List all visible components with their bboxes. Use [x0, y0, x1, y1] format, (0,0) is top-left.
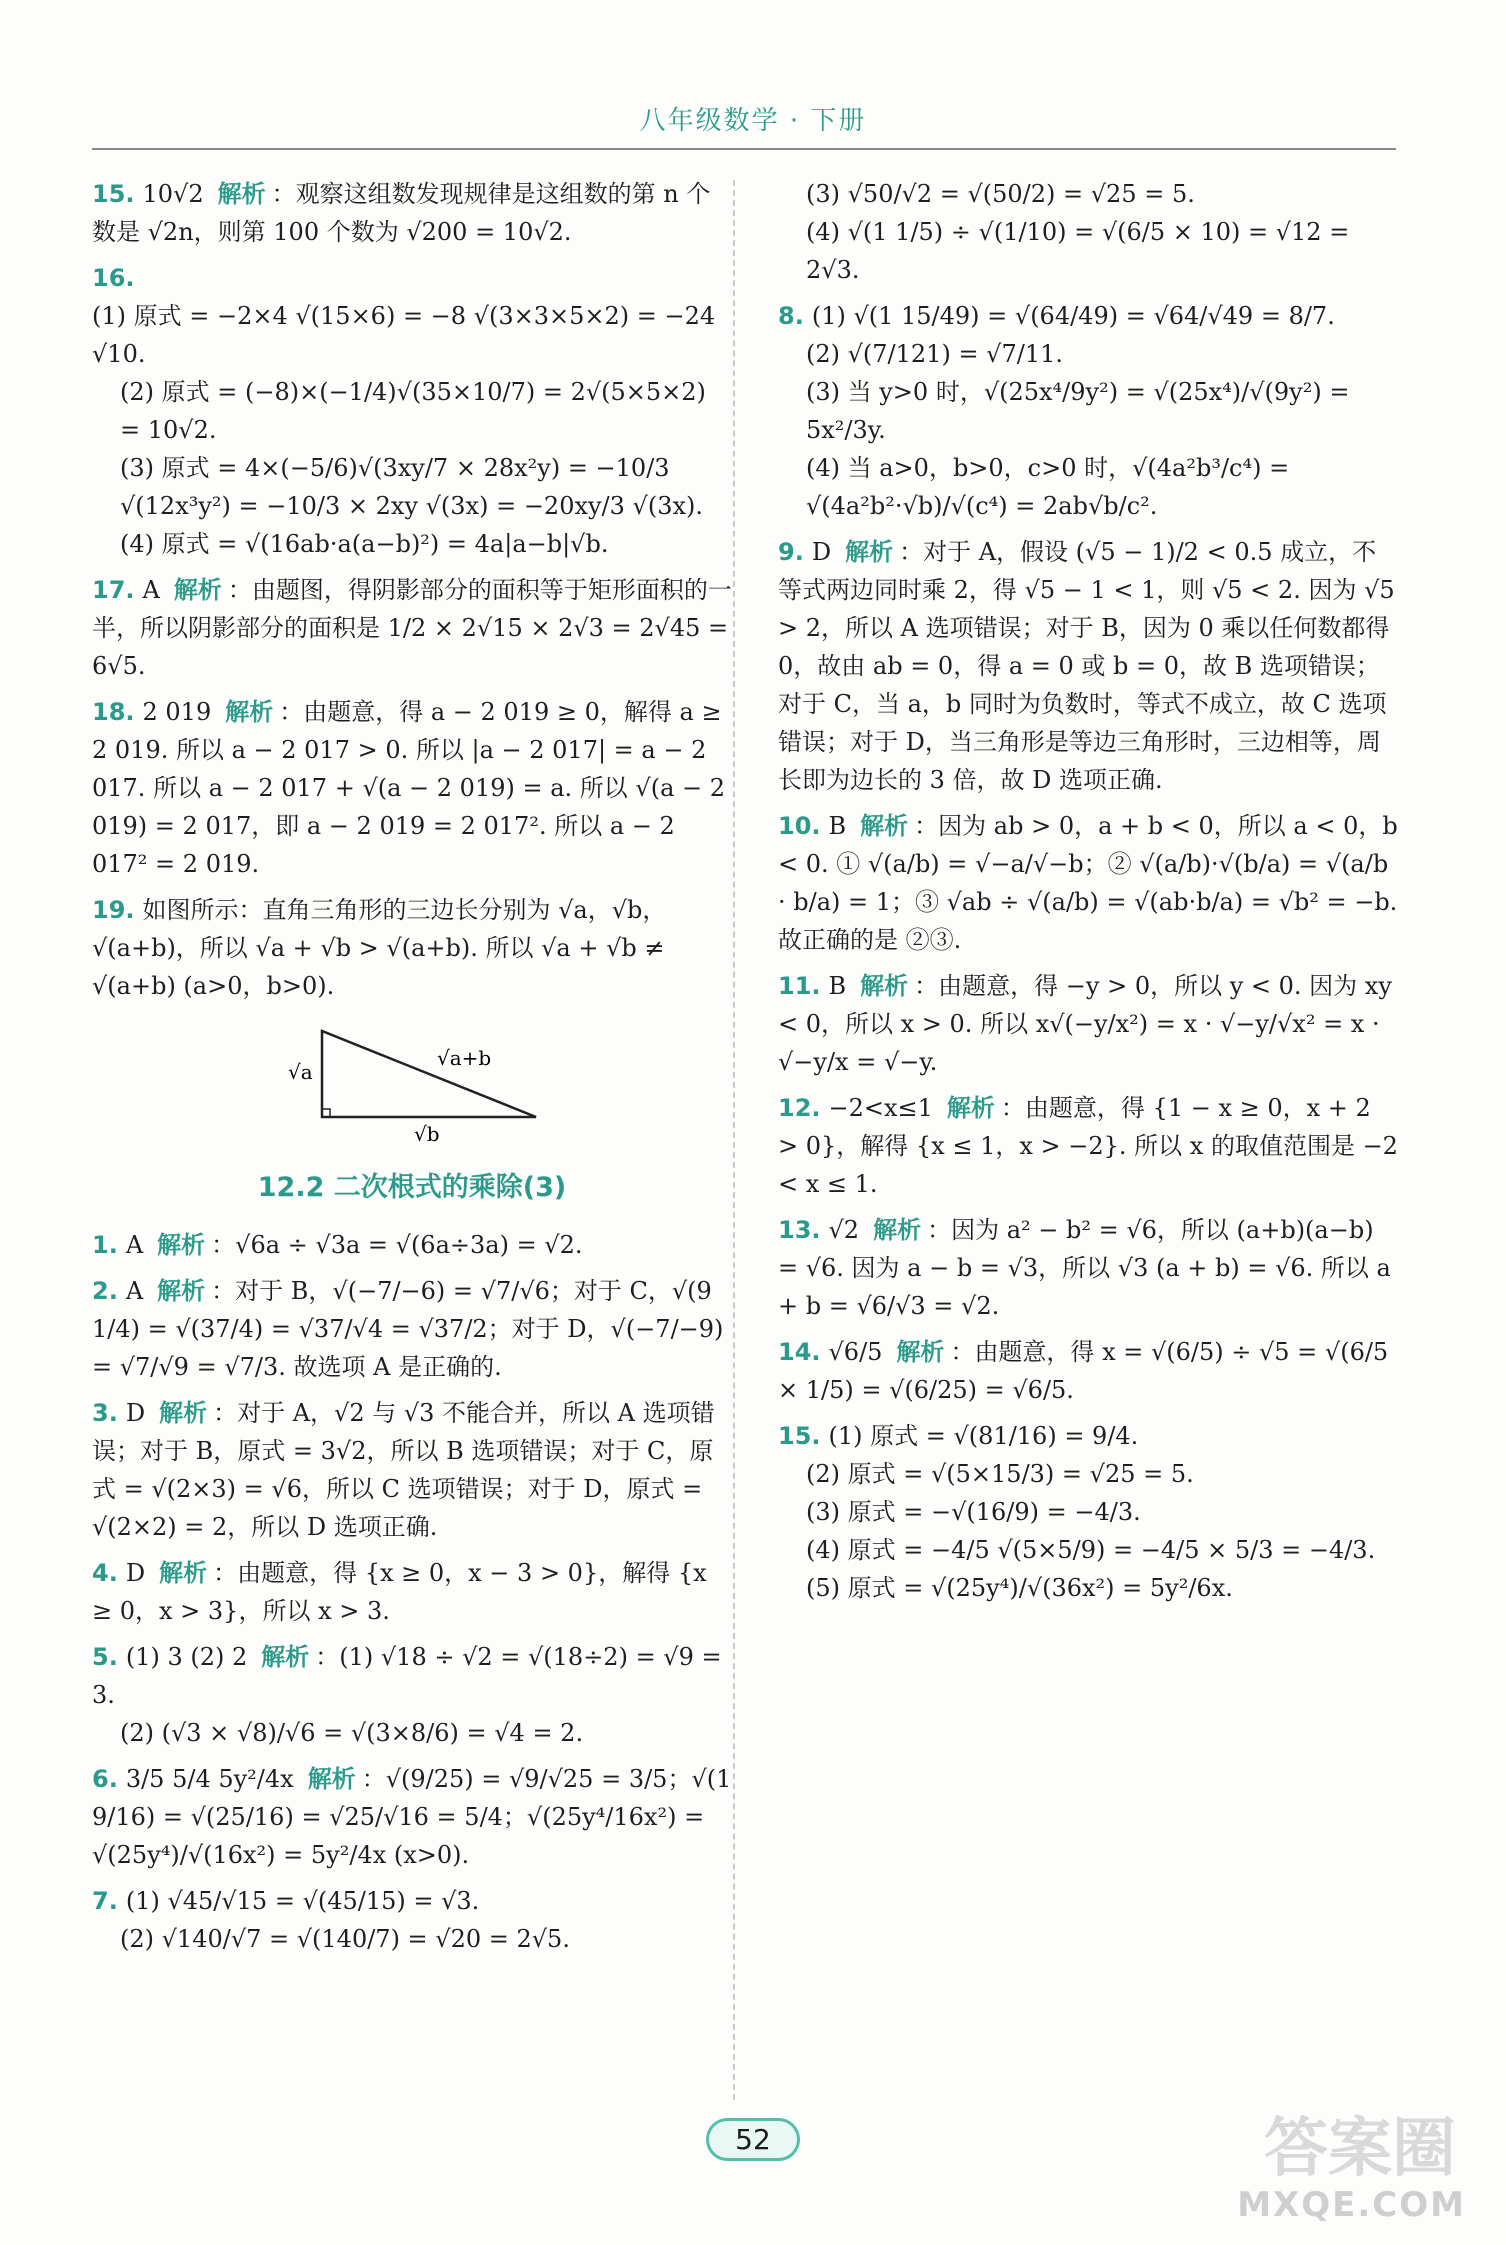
item-answer: D — [125, 1559, 146, 1587]
item-number: 9. — [778, 538, 804, 566]
item-line: (1) √45/√15 = √(45/15) = √3. — [125, 1887, 480, 1915]
item-number: 3. — [92, 1399, 118, 1427]
item-text: 因为 a² − b² = √6，所以 (a+b)(a−b) = √6. 因为 a − b = √3，所以 √3 (a + b) = √6. 所以 a + b = √6/√3 = √2. — [778, 1216, 1391, 1320]
watermark-logo: 答案圈 — [1264, 2112, 1456, 2186]
item-answer: 10√2 — [142, 180, 204, 208]
answer-item-10: 10. B 解析 ：因为 ab > 0，a + b < 0，所以 a < 0，b < 0. ① √(a/b) = √−a/√−b；② √(a/b)·√(b/a) = √(a/b · b/a) = 1；③ √ab ÷ √(a/b) = √(ab·b/a) = √b² = −b. 故正确的是 ②③. — [778, 812, 1398, 954]
analysis-label: 解析 — [896, 1338, 945, 1366]
item-answer: 3/5 5/4 5y²/4x — [125, 1765, 294, 1793]
item-answer: D — [811, 538, 832, 566]
right-triangle-figure — [92, 1013, 732, 1143]
item-line: (2) √140/√7 = √(140/7) = √20 = 2√5. — [120, 1925, 570, 1953]
item-number: 2. — [92, 1277, 118, 1305]
item-number: 6. — [92, 1765, 118, 1793]
answer-item-3: 3. D 解析 ：对于 A，√2 与 √3 不能合并，所以 A 选项错误；对于 B，原式 = 3√2，所以 B 选项错误；对于 C，原式 = √(2×3) = √6，所以 C 选项错误；对于 D，原式 = √(2×2) = 2，所以 D 选项正确. — [92, 1399, 715, 1541]
item-number: 1. — [92, 1231, 118, 1259]
item-number: 16. — [92, 264, 135, 292]
answer-item-6: 6. 3/5 5/4 5y²/4x 解析 ：√(9/25) = √9/√25 = 3/5；√(1 9/16) = √(25/16) = √25/√16 = 5/4；√(25y⁴/16x²) = √(25y⁴)/√(16x²) = 5y²/4x (x>0). — [92, 1765, 732, 1869]
answer-item-18: 18. 2 019 解析 ：由题意，得 a − 2 019 ≥ 0，解得 a ≥ 2 019. 所以 a − 2 017 > 0. 所以 |a − 2 017| = a − 2 017. 所以 a − 2 017 + √(a − 2 019) = a. 所以 √(a − 2 019) = 2 017，即 a − 2 019 = 2 017². 所以 a − 2 017² = 2 019. — [92, 698, 726, 878]
triangle-diagram — [92, 1013, 732, 1143]
item-line: (3) 当 y>0 时，√(25x⁴/9y²) = √(25x⁴)/√(9y²) = 5x²/3y. — [806, 378, 1350, 444]
item-line: (4) 当 a>0，b>0，c>0 时，√(4a²b³/c⁴) = √(4a²b²·√b)/√(c⁴) = 2ab√b/c². — [806, 454, 1290, 520]
answer-item-12: 12. −2<x≤1 解析 ：由题意，得 {1 − x ≥ 0，x + 2 > 0}，解得 {x ≤ 1，x > −2}. 所以 x 的取值范围是 −2 < x ≤ 1. — [778, 1094, 1398, 1198]
item-text: 由题意，得 −y > 0，所以 y < 0. 因为 xy < 0，所以 x > 0. 所以 x√(−y/x²) = x · √−y/√x² = x · √−y/x = √−y. — [778, 972, 1392, 1076]
answer-item-1: 1. A 解析 ：√6a ÷ √3a = √(6a÷3a) = √2. — [92, 1231, 583, 1259]
analysis-label: 解析 — [159, 1399, 208, 1427]
answer-item-4: 4. D 解析 ：由题意，得 {x ≥ 0，x − 3 > 0}，解得 {x ≥ 0，x > 3}，所以 x > 3. — [92, 1559, 707, 1625]
right-column — [778, 175, 1398, 1615]
item-number: 7. — [92, 1887, 118, 1915]
analysis-label: 解析 — [946, 1094, 995, 1122]
item-number: 11. — [778, 972, 821, 1000]
item-answer: B — [828, 812, 847, 840]
analysis-label: 解析 — [157, 1277, 206, 1305]
item-number: 13. — [778, 1216, 821, 1244]
answer-item-11: 11. B 解析 ：由题意，得 −y > 0，所以 y < 0. 因为 xy < 0，所以 x > 0. 所以 x√(−y/x²) = x · √−y/√x² = x · √−y/x = √−y. — [778, 972, 1392, 1076]
item-line: (3) 原式 = −√(16/9) = −4/3. — [806, 1498, 1141, 1526]
answer-item-7 — [92, 1882, 732, 1958]
item-number: 19. — [92, 896, 135, 924]
item-number: 8. — [778, 302, 804, 330]
item-answer: A — [125, 1231, 144, 1259]
item-answer: B — [828, 972, 847, 1000]
answer-item-15b — [778, 1417, 1398, 1607]
item-answer: A — [142, 576, 160, 604]
item-text: 对于 A，假设 (√5 − 1)/2 < 0.5 成立，不等式两边同时乘 2，得 √5 − 1 < 1，则 √5 < 2. 因为 √5 > 2，所以 A 选项错误；对于 B，因为 0 乘以任何数都得 0，故由 ab = 0，得 a = 0 或 b = 0，故 B 选项错误；对于 C，当 a，b 同时为负数时，等式不成立，故 C 选项错误；对于 D，当三角形是等边三角形时，三边相等，周长即为边长的 3 倍，故 D 选项正确. — [778, 538, 1395, 794]
answer-item-13: 13. √2 解析 ：因为 a² − b² = √6，所以 (a+b)(a−b) = √6. 因为 a − b = √3，所以 √3 (a + b) = √6. 所以 a + b = √6/√3 = √2. — [778, 1216, 1391, 1320]
analysis-label: 解析 — [873, 1216, 922, 1244]
item-number: 12. — [778, 1094, 821, 1122]
answer-item-9: 9. D 解析 ：对于 A，假设 (√5 − 1)/2 < 0.5 成立，不等式两边同时乘 2，得 √5 − 1 < 1，则 √5 < 2. 因为 √5 > 2，所以 A 选项错误；对于 B，因为 0 乘以任何数都得 0，故由 ab = 0，得 a = 0 或 b = 0，故 B 选项错误；对于 C，当 a，b 同时为负数时，等式不成立，故 C 选项错误；对于 D，当三角形是等边三角形时，三边相等，周长即为边长的 3 倍，故 D 选项正确. — [778, 538, 1395, 794]
item-line: (1) √(1 15/49) = √(64/49) = √64/√49 = 8/7. — [811, 302, 1335, 330]
item-number: 18. — [92, 698, 135, 726]
answer-item-7-continued — [778, 175, 1398, 289]
item-text: 观察这组数发现规律是这组数的第 n 个数是 √2n，则第 100 个数为 √200 = 10√2. — [92, 180, 711, 246]
item-number: 10. — [778, 812, 821, 840]
item-number: 15. — [778, 1422, 821, 1450]
answer-item-17: 17. A 解析 ：由题图，得阴影部分的面积等于矩形面积的一半，所以阴影部分的面积是 1/2 × 2√15 × 2√3 = 2√45 = 6√5. — [92, 576, 732, 680]
item-text: √(9/25) = √9/√25 = 3/5；√(1 9/16) = √(25/16) = √25/√16 = 5/4；√(25y⁴/16x²) = √(25y⁴)/√(16x²) = 5y²/4x (x>0). — [92, 1765, 732, 1869]
section-title: 12.2 二次根式的乘除(3) — [257, 1172, 567, 1203]
item-line: (4) 原式 = −4/5 √(5×5/9) = −4/5 × 5/3 = −4/3. — [806, 1536, 1376, 1564]
hypotenuse-label: √a+b — [437, 1046, 492, 1070]
header-title: 八年级数学 · 下册 — [639, 106, 867, 136]
item-text: 由题意，得 {x ≥ 0，x − 3 > 0}，解得 {x ≥ 0，x > 3}，所以 x > 3. — [92, 1559, 707, 1625]
analysis-label: 解析 — [217, 180, 266, 208]
analysis-label: 解析 — [307, 1765, 356, 1793]
item-number: 15. — [92, 180, 135, 208]
answer-item-15: 15. 10√2 解析 ：观察这组数发现规律是这组数的第 n 个数是 √2n，则第 100 个数为 √200 = 10√2. — [92, 180, 711, 246]
analysis-label: 解析 — [225, 698, 274, 726]
item-line: (3) √50/√2 = √(50/2) = √25 = 5. — [806, 180, 1195, 208]
item-line: (1) 原式 = −2×4 √(15×6) = −8 √(3×3×5×2) = −24 √10. — [92, 302, 716, 368]
triangle-shape — [322, 1031, 536, 1117]
item-number: 17. — [92, 576, 135, 604]
analysis-label: 解析 — [860, 812, 909, 840]
answer-item-19 — [92, 891, 732, 1005]
item-line: (2) (√3 × √8)/√6 = √(3×8/6) = √4 = 2. — [120, 1719, 584, 1747]
item-line: (5) 原式 = √(25y⁴)/√(36x²) = 5y²/6x. — [806, 1574, 1233, 1602]
page-header — [0, 0, 1506, 160]
item-text: 对于 A，√2 与 √3 不能合并，所以 A 选项错误；对于 B，原式 = 3√2，所以 B 选项错误；对于 C，原式 = √(2×3) = √6，所以 C 选项错误；对于 D，原式 = √(2×2) = 2，所以 D 选项正确. — [92, 1399, 715, 1541]
left-column — [92, 175, 732, 1966]
item-line: (4) 原式 = √(16ab·a(a−b)²) = 4a|a−b|√b. — [120, 530, 609, 558]
item-answer: A — [125, 1277, 144, 1305]
item-line: (2) √(7/121) = √7/11. — [806, 340, 1063, 368]
item-answer: −2<x≤1 — [828, 1094, 933, 1122]
analysis-label: 解析 — [860, 972, 909, 1000]
item-text: 由题意，得 x = √(6/5) ÷ √5 = √(6/5 × 1/5) = √(6/25) = √6/5. — [778, 1338, 1389, 1404]
item-line: (4) √(1 1/5) ÷ √(1/10) = √(6/5 × 10) = √12 = 2√3. — [806, 218, 1350, 284]
item-text: 由题图，得阴影部分的面积等于矩形面积的一半，所以阴影部分的面积是 1/2 × 2√15 × 2√3 = 2√45 = 6√5. — [92, 576, 732, 680]
item-text: √6a ÷ √3a = √(6a÷3a) = √2. — [235, 1231, 583, 1259]
leg-a-label: √a — [288, 1060, 313, 1084]
item-answer: (1) 3 (2) 2 — [125, 1643, 248, 1671]
answer-item-2: 2. A 解析 ：对于 B，√(−7/−6) = √7/√6；对于 C，√(9 1/4) = √(37/4) = √37/√4 = √37/2；对于 D，√(−7/−9) = √7/√9 = √7/3. 故选项 A 是正确的. — [92, 1277, 724, 1381]
analysis-label: 解析 — [159, 1559, 208, 1587]
item-line: (2) 原式 = √(5×15/3) = √25 = 5. — [806, 1460, 1194, 1488]
item-text: 对于 B，√(−7/−6) = √7/√6；对于 C，√(9 1/4) = √(37/4) = √37/√4 = √37/2；对于 D，√(−7/−9) = √7/√9 = √7/3. 故选项 A 是正确的. — [92, 1277, 724, 1381]
item-number: 14. — [778, 1338, 821, 1366]
leg-b-label: √b — [414, 1122, 440, 1143]
item-number: 4. — [92, 1559, 118, 1587]
item-text: 由题意，得 {1 − x ≥ 0，x + 2 > 0}，解得 {x ≤ 1，x > −2}. 所以 x 的取值范围是 −2 < x ≤ 1. — [778, 1094, 1398, 1198]
item-line: (3) 原式 = 4×(−5/6)√(3xy/7 × 28x²y) = −10/3 √(12x³y²) = −10/3 × 2xy √(3x) = −20xy/3 √(3x). — [120, 454, 703, 520]
watermark-site: MXQE.COM — [1237, 2185, 1466, 2225]
analysis-label: 解析 — [173, 576, 222, 604]
item-line: (1) √18 ÷ √2 = √(18÷2) = √9 = 3. — [92, 1643, 722, 1709]
answer-item-16 — [92, 259, 732, 563]
item-number: 5. — [92, 1643, 118, 1671]
item-line: (1) 原式 = √(81/16) = 9/4. — [828, 1422, 1139, 1450]
answer-item-8 — [778, 297, 1398, 525]
item-line: (2) 原式 = (−8)×(−1/4)√(35×10/7) = 2√(5×5×2) = 10√2. — [120, 378, 706, 444]
watermark — [1136, 2112, 1466, 2225]
item-text: 因为 ab > 0，a + b < 0，所以 a < 0，b < 0. ① √(a/b) = √−a/√−b；② √(a/b)·√(b/a) = √(a/b · b/a) = 1；③ √ab ÷ √(a/b) = √(ab·b/a) = √b² = −b. 故正确的是 ②③. — [778, 812, 1398, 954]
item-text: 如图所示：直角三角形的三边长分别为 √a，√b，√(a+b)，所以 √a + √b > √(a+b). 所以 √a + √b ≠ √(a+b) (a>0，b>0). — [92, 896, 667, 1000]
item-answer: √6/5 — [828, 1338, 883, 1366]
header-rule — [92, 148, 1396, 150]
answer-item-14: 14. √6/5 解析 ：由题意，得 x = √(6/5) ÷ √5 = √(6/5 × 1/5) = √(6/25) = √6/5. — [778, 1338, 1389, 1404]
item-answer: 2 019 — [142, 698, 212, 726]
analysis-label: 解析 — [261, 1643, 310, 1671]
analysis-label: 解析 — [845, 538, 894, 566]
item-answer: √2 — [828, 1216, 860, 1244]
item-text: 由题意，得 a − 2 019 ≥ 0，解得 a ≥ 2 019. 所以 a − 2 017 > 0. 所以 |a − 2 017| = a − 2 017. 所以 a − 2 017 + √(a − 2 019) = a. 所以 √(a − 2 019) = 2 017，即 a − 2 019 = 2 017². 所以 a − 2 017² = 2 019. — [92, 698, 726, 878]
item-answer: D — [125, 1399, 146, 1427]
column-divider — [733, 180, 735, 2100]
page-number-badge: 52 — [706, 2118, 800, 2161]
answer-item-5: 5. (1) 3 (2) 2 解析 ：(1) √18 ÷ √2 = √(18÷2) = √9 = 3. (2) (√3 × √8)/√6 = √(3×8/6) = √4 = 2. — [92, 1638, 732, 1752]
analysis-label: 解析 — [157, 1231, 206, 1259]
